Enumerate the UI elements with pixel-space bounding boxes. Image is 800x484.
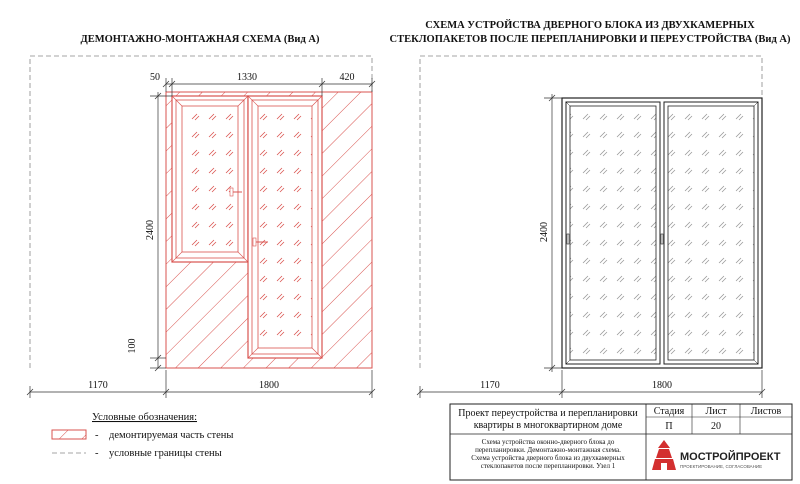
stamp-desc-line4: стеклопакетов после перепланировки. Узел 1 <box>480 462 616 470</box>
legend-heading: Условные обозначения: <box>92 412 198 423</box>
logo-name: МОСТРОЙПРОЕКТ <box>680 451 781 463</box>
stamp-col-sheet: Лист <box>705 406 727 417</box>
dim-sill: 100 <box>127 338 138 354</box>
title-block <box>450 404 792 480</box>
stamp-desc-line2: перепланировки. Демонтажно-монтажная схема. <box>475 446 621 454</box>
dim-bottom-left: 1170 <box>88 380 108 391</box>
left-view-title: ДЕМОНТАЖНО-МОНТАЖНАЯ СХЕМА (Вид А) <box>80 34 320 45</box>
bottom-dimensions-right <box>417 370 765 398</box>
company-logo <box>652 440 781 470</box>
stamp-col-sheets: Листов <box>750 406 782 417</box>
dim-top-left: 50 <box>150 72 160 83</box>
window-block <box>172 96 248 262</box>
stamp-stage-value: П <box>665 421 673 432</box>
dim-height-right: 2400 <box>539 222 550 242</box>
stamp-project-line2: квартиры в многоквартирном доме <box>473 420 623 431</box>
legend-item-1-dash: - <box>95 430 99 441</box>
dim-bottom-right-right: 1800 <box>652 380 672 391</box>
stamp-col-stage: Стадия <box>653 406 685 417</box>
left-view <box>27 34 375 398</box>
legend <box>52 412 233 459</box>
stamp-desc-line1: Схема устройства оконно-дверного блока до <box>481 438 615 446</box>
dim-top-right: 420 <box>339 72 355 83</box>
right-view-title-line1: СХЕМА УСТРОЙСТВА ДВЕРНОГО БЛОКА ИЗ ДВУХКАМЕРНЫХ <box>425 20 755 31</box>
dim-bottom-right: 1800 <box>259 380 279 391</box>
legend-hatch-swatch <box>52 430 86 439</box>
legend-item-2-text: условные границы стены <box>109 448 222 459</box>
new-door-block <box>562 98 762 368</box>
dim-bottom-left-right: 1170 <box>480 380 500 391</box>
door-handle-left-icon <box>567 234 569 244</box>
bottom-dimensions-left <box>27 370 375 398</box>
dim-top-mid: 1330 <box>237 72 257 83</box>
stamp-project-line1: Проект переустройства и перепланировки <box>458 408 638 419</box>
legend-item-2-dash: - <box>95 448 99 459</box>
right-view-title-line2: СТЕКЛОПАКЕТОВ ПОСЛЕ ПЕРЕПЛАНИРОВКИ И ПЕРЕУСТРОЙСТВА (Вид А) <box>389 34 791 45</box>
logo-subtitle: ПРОЕКТИРОВАНИЕ, СОГЛАСОВАНИЕ <box>680 464 763 469</box>
door-block <box>248 96 322 358</box>
stamp-sheet-value: 20 <box>711 421 721 432</box>
door-handle-right-icon <box>661 234 663 244</box>
logo-tower-icon <box>652 440 676 470</box>
stamp-desc-line3: Схема устройства дверного блока из двухкамерных <box>471 454 625 462</box>
right-view <box>390 19 791 398</box>
legend-item-1-text: демонтируемая часть стены <box>109 430 234 441</box>
dim-height-left: 2400 <box>145 220 156 240</box>
